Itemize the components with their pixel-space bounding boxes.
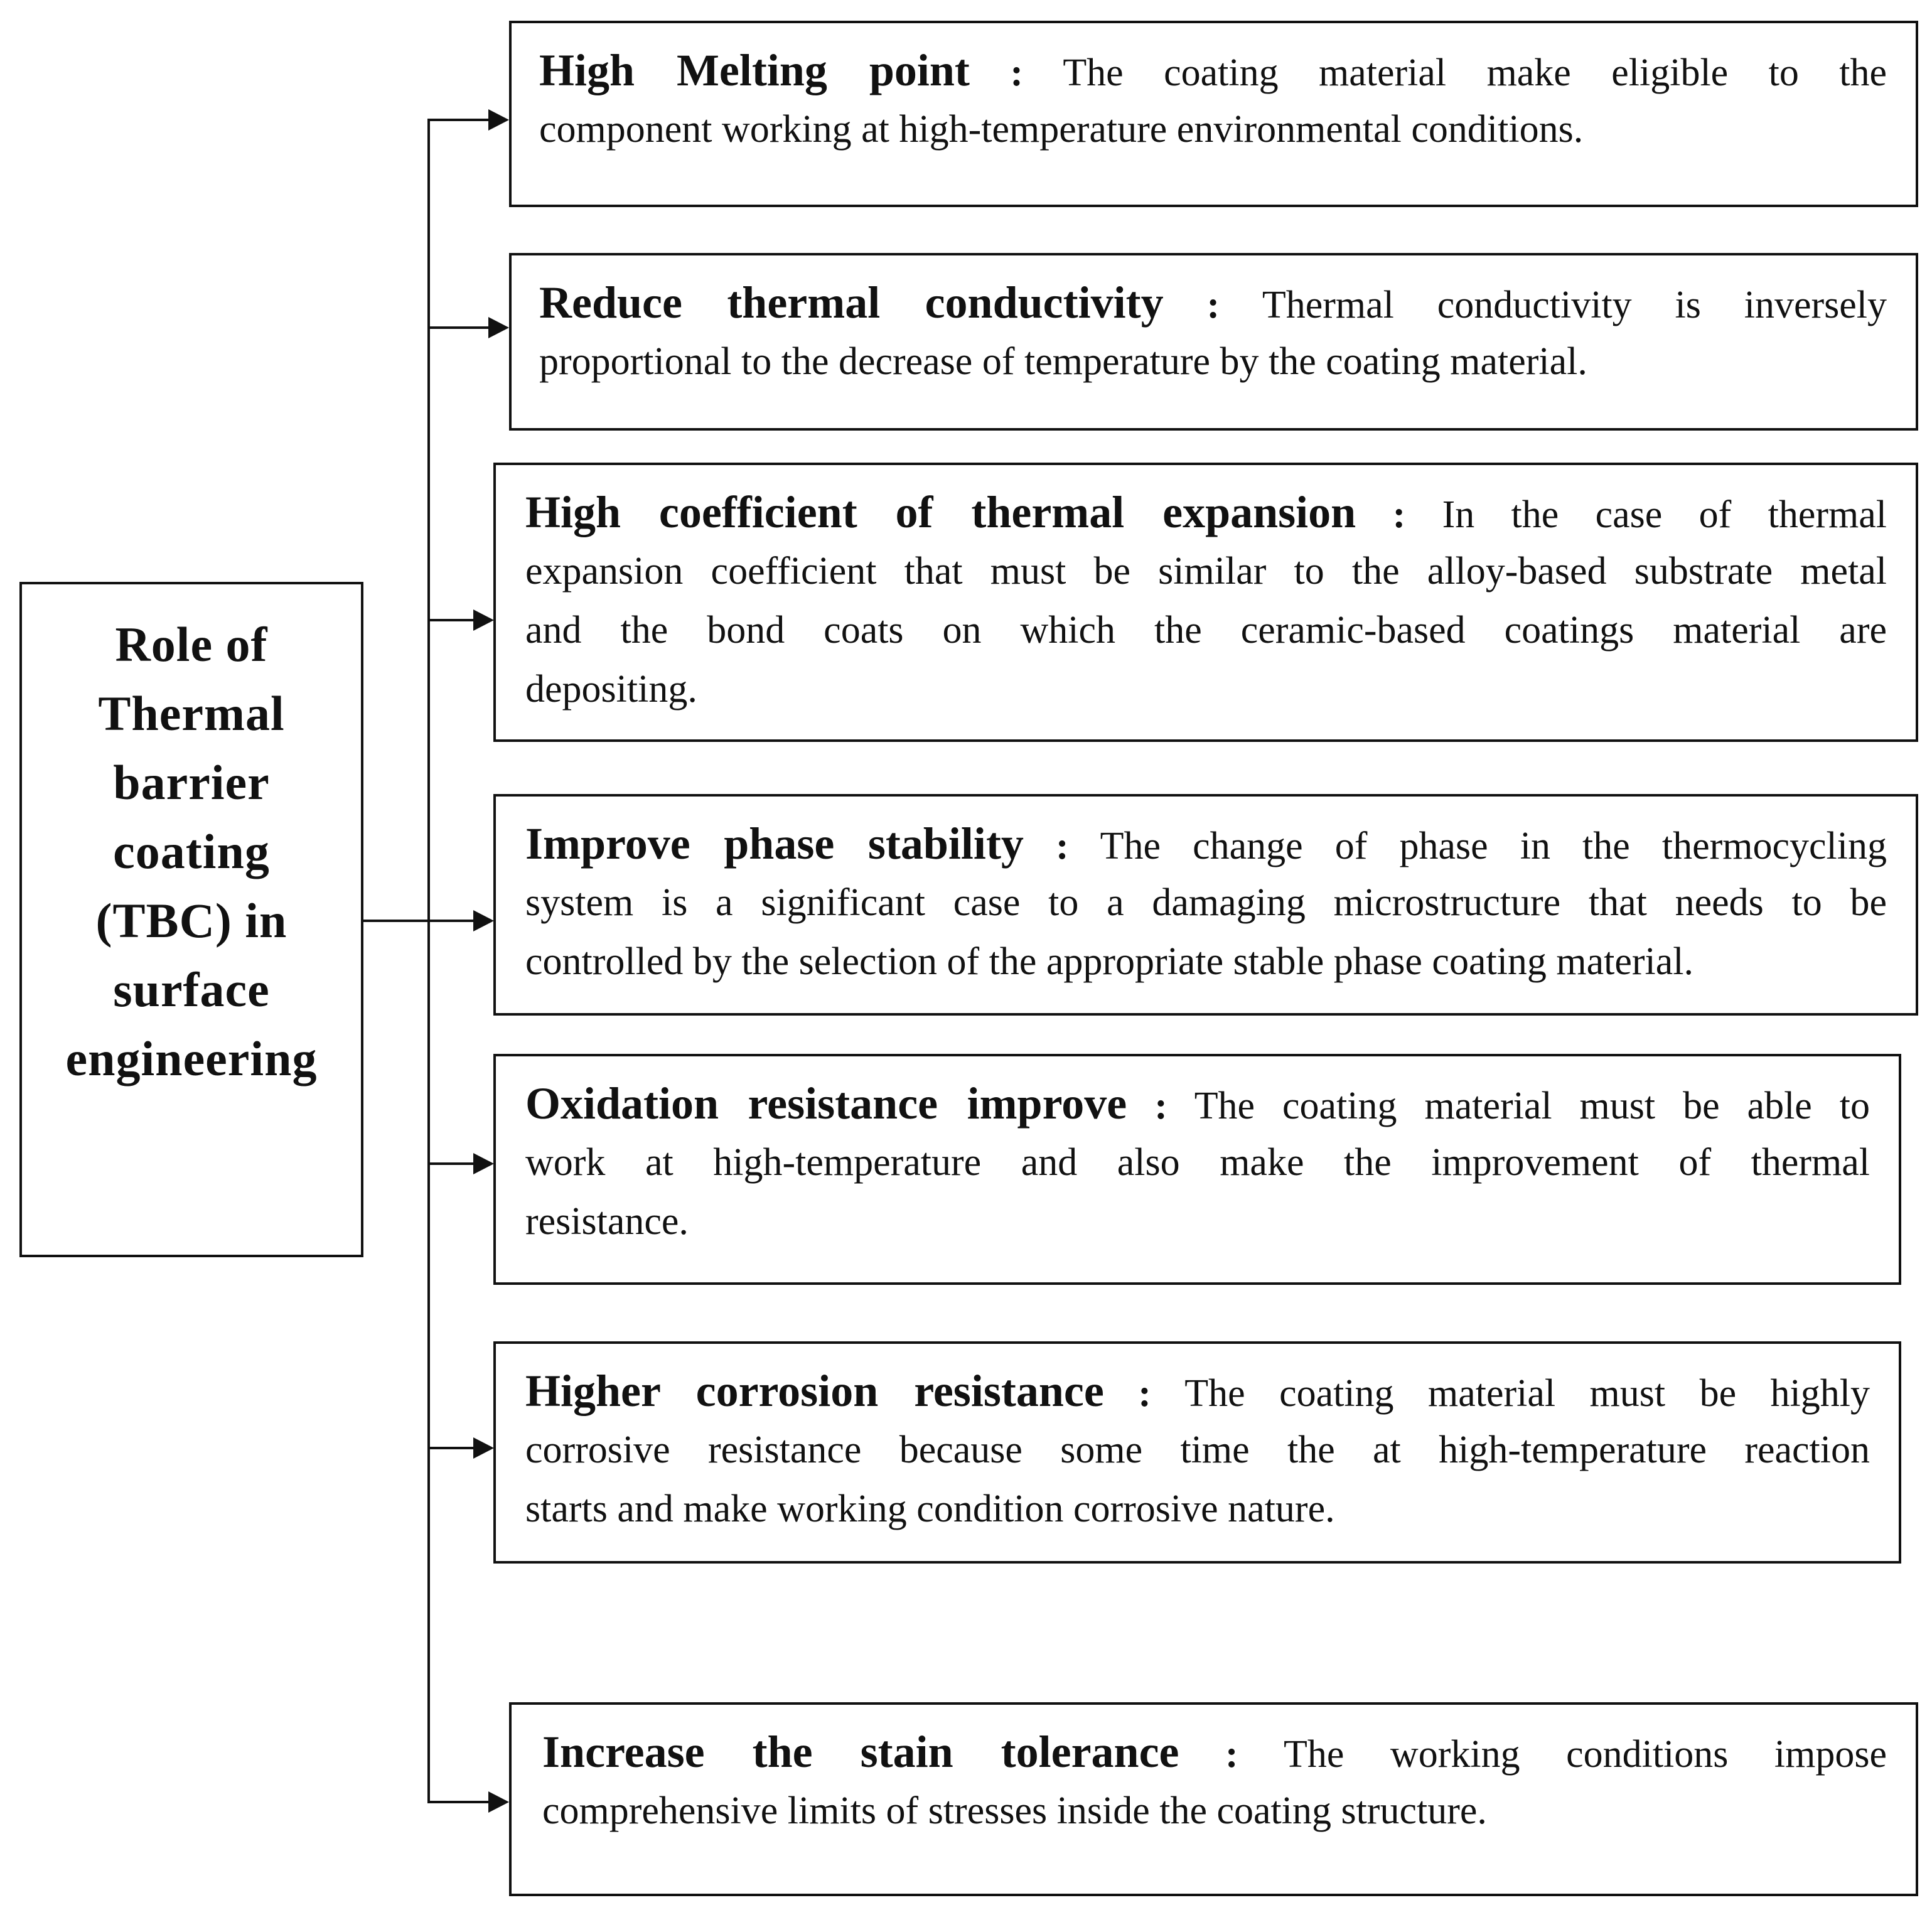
role-box-corrosion-resistance — [493, 1341, 1901, 1564]
root-line: coating — [113, 824, 270, 879]
box-line: proportional to the decrease of temperature by the coating material. — [539, 340, 1587, 383]
role-title: High Melting point — [539, 45, 970, 95]
box-line — [539, 273, 1887, 332]
arrowhead-icon — [488, 109, 509, 131]
arrowhead-icon — [473, 910, 494, 931]
separator: : — [1392, 493, 1406, 536]
arrowhead-icon — [488, 317, 509, 338]
separator: : — [1154, 1085, 1167, 1127]
role-description: The change of phase in the thermocycling — [1100, 825, 1887, 867]
root-line: Thermal — [98, 686, 285, 741]
role-description: The working conditions impose — [1284, 1733, 1887, 1776]
root-concept-label — [22, 584, 361, 1093]
arrowhead-icon — [473, 1153, 494, 1174]
arrowhead-icon — [473, 609, 494, 631]
separator: : — [1056, 825, 1069, 867]
role-box-phase-stability — [493, 794, 1918, 1016]
role-description: The coating material must be highly — [1184, 1372, 1870, 1415]
root-line: Role of — [115, 617, 268, 672]
role-description: Thermal conductivity is inversely — [1262, 284, 1887, 326]
role-title: Reduce thermal conductivity — [539, 277, 1164, 328]
separator: : — [1010, 51, 1023, 94]
root-line: surface — [113, 962, 270, 1017]
box-line: comprehensive limits of stresses inside the coating structure. — [542, 1789, 1487, 1832]
role-box-thermal-expansion — [493, 463, 1918, 742]
role-title: High coefficient of thermal expansion — [525, 487, 1356, 537]
separator: : — [1138, 1372, 1151, 1415]
box-line: controlled by the selection of the appropriate stable phase coating material. — [525, 940, 1694, 983]
role-description: The coating material must be able to — [1194, 1085, 1870, 1127]
box-line: system is a significant case to a damaging microstructure that needs to be — [525, 881, 1887, 924]
role-box-high-melting-point — [509, 21, 1918, 207]
root-line: (TBC) in — [95, 893, 287, 948]
role-title: Oxidation resistance improve — [525, 1078, 1127, 1129]
box-line: starts and make working condition corrosive nature. — [525, 1488, 1335, 1530]
arrowhead-icon — [488, 1791, 509, 1813]
box-line — [525, 1361, 1870, 1420]
root-concept-box — [19, 582, 363, 1257]
root-line: engineering — [65, 1031, 318, 1086]
role-box-oxidation-resistance — [493, 1054, 1901, 1285]
role-title: Improve phase stability — [525, 818, 1024, 869]
box-line: and the bond coats on which the ceramic-based coatings material are — [525, 609, 1887, 652]
role-title: Higher corrosion resistance — [525, 1366, 1104, 1416]
role-description: In the case of thermal — [1442, 493, 1887, 536]
role-title: Increase the stain tolerance — [542, 1727, 1179, 1777]
box-line: component working at high-temperature environmental conditions. — [539, 108, 1584, 151]
box-line: work at high-temperature and also make the improvement of thermal — [525, 1141, 1870, 1184]
arrowhead-icon — [473, 1437, 494, 1459]
box-line: corrosive resistance because some time the at high-temperature reaction — [525, 1429, 1870, 1471]
role-description: The coating material make eligible to the — [1063, 51, 1887, 94]
box-line — [525, 1074, 1870, 1133]
root-line: barrier — [113, 755, 270, 810]
box-line: resistance. — [525, 1200, 689, 1243]
box-line — [525, 814, 1887, 873]
separator: : — [1206, 284, 1220, 326]
separator: : — [1225, 1733, 1238, 1776]
box-line — [525, 483, 1887, 542]
box-line — [542, 1722, 1887, 1781]
role-box-strain-tolerance — [509, 1702, 1918, 1896]
box-line: expansion coefficient that must be similar to the alloy-based substrate metal — [525, 550, 1887, 593]
box-line: depositing. — [525, 668, 697, 711]
role-box-reduce-thermal-conductivity — [509, 253, 1918, 431]
box-line — [539, 41, 1887, 100]
